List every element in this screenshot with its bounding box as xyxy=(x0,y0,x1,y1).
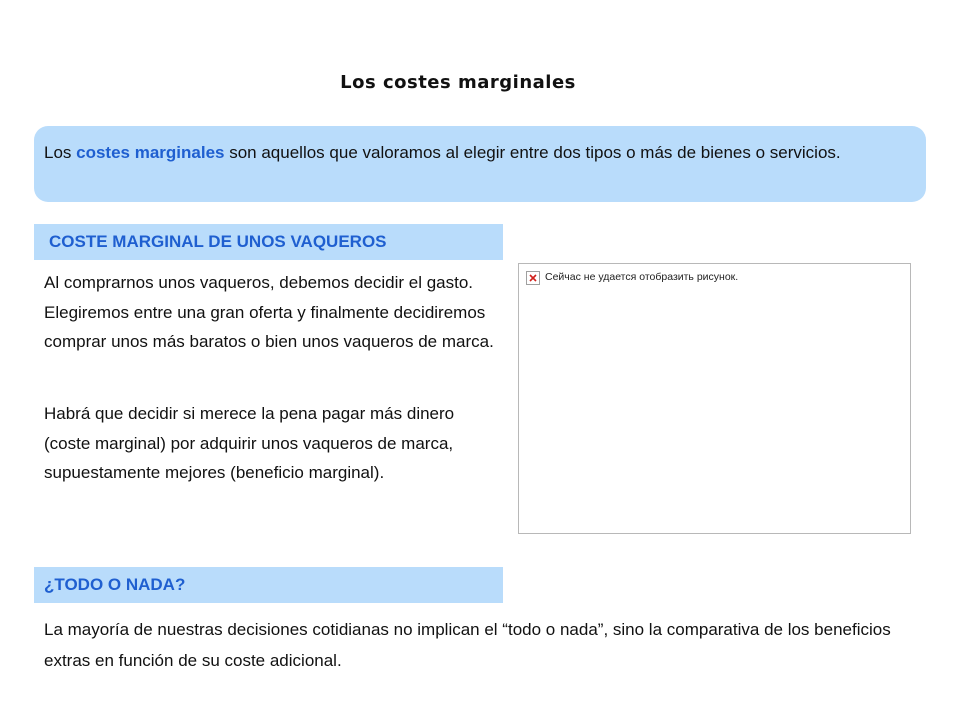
vaqueros-paragraph-2: Habrá que decidir si merece la pena pagar más dinero (coste marginal) por adquirir unos vaqueros de marca, supuestamente mejores (beneficio marginal). xyxy=(44,404,455,482)
definition-term: costes marginales xyxy=(76,143,225,162)
section-heading-vaqueros: COSTE MARGINAL DE UNOS VAQUEROS xyxy=(34,224,503,260)
image-placeholder-message: Сейчас не удается отобразить рисунок. xyxy=(545,271,739,283)
broken-image-icon xyxy=(526,271,540,285)
image-placeholder xyxy=(518,263,911,534)
todo-o-nada-paragraph: La mayoría de nuestras decisiones cotidianas no implican el “todo o nada”, sino la comparativa de los beneficios extras en función de su coste adicional. xyxy=(44,620,891,670)
definition-prefix: Los xyxy=(44,143,77,162)
section-heading-todo-o-nada: ¿TODO O NADA? xyxy=(34,567,503,603)
definition-box xyxy=(34,126,926,202)
vaqueros-paragraph-1: Al comprarnos unos vaqueros, debemos decidir el gasto. Elegiremos entre una gran oferta y finalmente decidiremos comprar unos más baratos o bien unos vaqueros de marca. xyxy=(44,273,494,351)
definition-suffix: son aquellos que valoramos al elegir entre dos tipos o más de bienes o servicios. xyxy=(224,143,841,162)
page-title: Los costes marginales xyxy=(340,72,576,93)
